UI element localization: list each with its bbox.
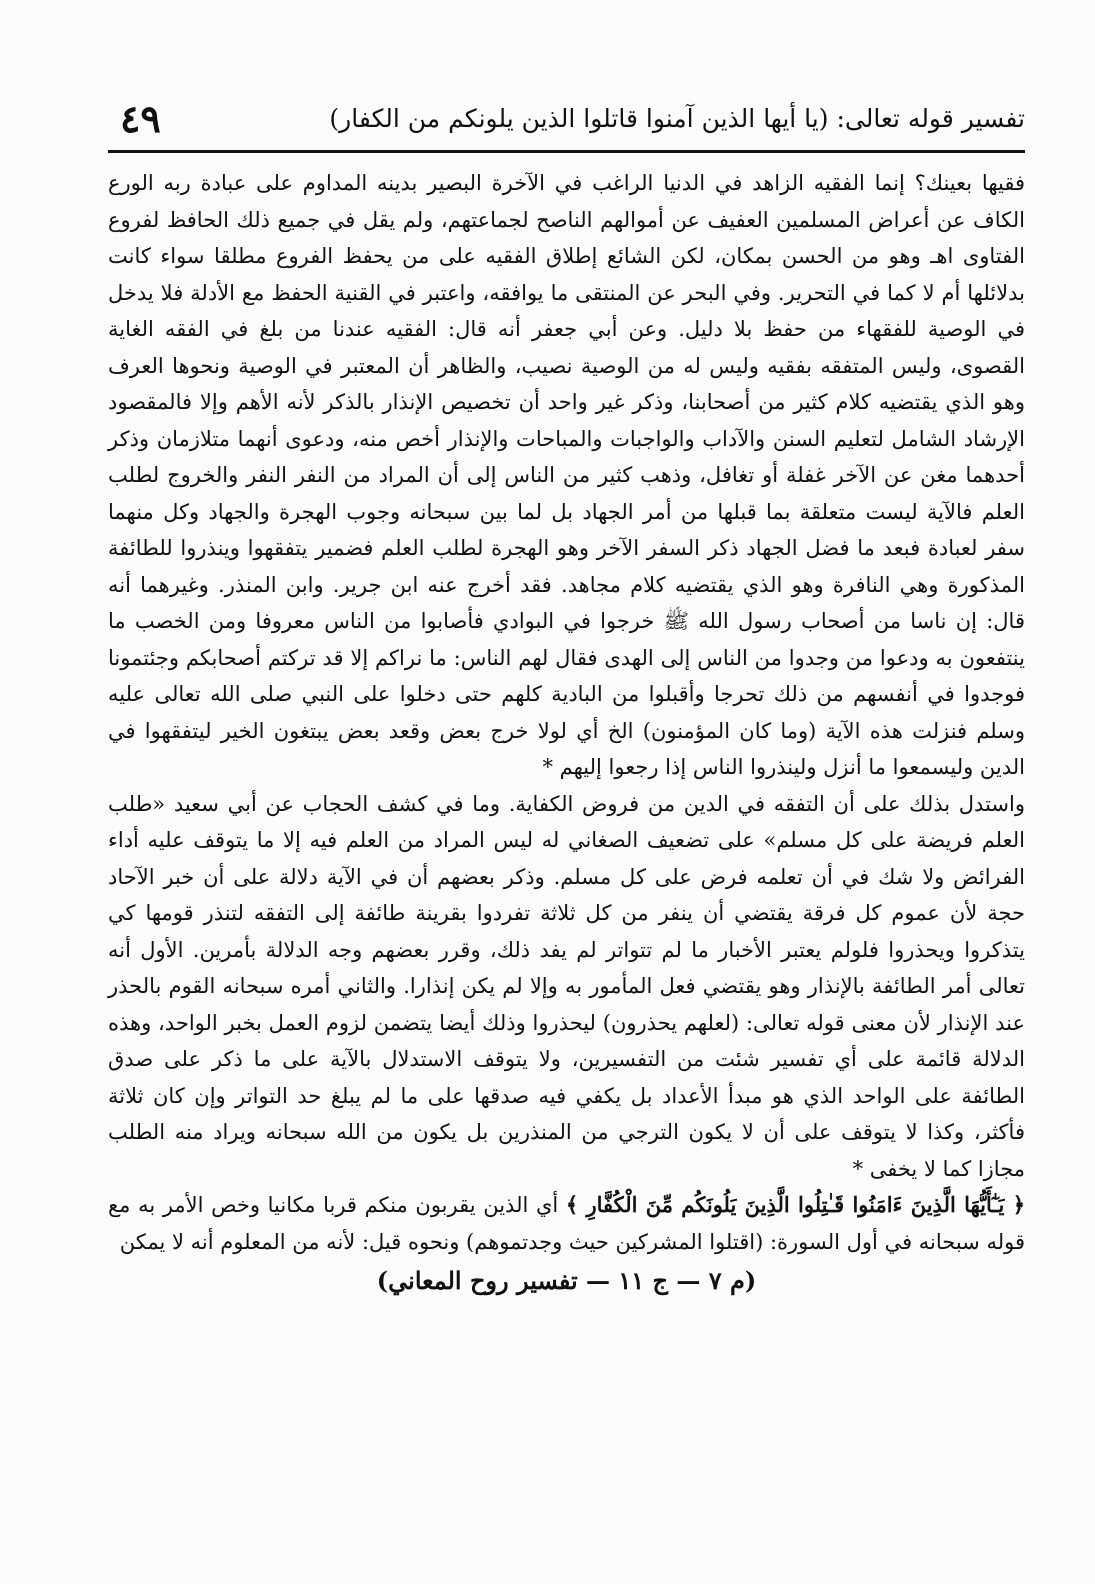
page-number: ٤٩ [120,96,161,141]
body-paragraph-2: واستدل بذلك على أن التفقه في الدين من فروض الكفاية. وما في كشف الحجاب عن أبي سعيد «طلب العلم فريضة على كل مسلم» على تضعيف الصغاني له ليس المراد من العلم فيه إلا ما يتوقف عليه أداء الفرائض ولا شك في أن تعلمه فرض على كل مسلم. وذكر بعضهم أن في الآية دلالة على أن خبر الآحاد حجة لأن عموم كل فرقة يقتضي أن ينفر من كل ثلاثة تفردوا بقرينة طائفة إلى التفقه لتنذر قومها كي يتذكروا ويحذروا فلولم يعتبر الأخبار ما لم تتواتر لم يفد ذلك، وقرر بعضهم وجه الدلالة بأمرين. الأول أنه تعالى أمر الطائفة بالإنذار وهو يقتضي فعل المأمور به وإلا لم يكن إنذارا. والثاني أمره سبحانه القوم بالحذر عند الإنذار لأن معنى قوله تعالى: (لعلهم يحذرون) ليحذروا وذلك أيضا يتضمن لزوم العمل بخبر الواحد، وهذه الدلالة قائمة على أي تفسير شئت من التفسيرين، ولا يتوقف الاستدلال بالآية على ما ذكر على صدق الطائفة على الواحد الذي هو مبدأ الأعداد بل يكفي فيه صدقها على ما لم يبلغ حد التواتر وإن كان ثلاثة فأكثر، وكذا لا يتوقف على أن لا يكون الترجي من المنذرين بل يكون من الله سبحانه ويراد منه الطلب مجازا كما لا يخفى * [108,791,1025,1181]
page-header [108,92,1025,150]
quranic-verse: ﴿ يَـٰٓأَيُّهَا الَّذِينَ ءَامَنُوا قَـٰتِلُوا الَّذِينَ يَلُونَكُم مِّنَ الْكُفَّارِ ﴾ [565,1192,1025,1217]
body-paragraph-1: فقيها بعينك؟ إنما الفقيه الزاهد في الدنيا الراغب في الآخرة البصير بدينه المداوم على عبادة ربه الورع الكاف عن أعراض المسلمين العفيف عن أموالهم الناصح لجماعتهم، ولم يقل في جميع ذلك الحافظ لفروع الفتاوى اهـ وهو من الحسن بمكان، لكن الشائع إطلاق الفقيه على من يحفظ الفروع مطلقا سواء كانت بدلائلها أم لا كما في التحرير. وفي البحر عن المنتقى ما يوافقه، واعتبر في القنية الحفظ مع الأدلة فلا يدخل في الوصية للفقهاء من حفظ بلا دليل. وعن أبي جعفر أنه قال: الفقيه عندنا من بلغ في الفقه الغاية القصوى، وليس المتفقه بفقيه وليس له من الوصية نصيب، والظاهر أن المعتبر في الوصية ونحوها العرف وهو الذي يقتضيه كلام كثير من أصحابنا، وذكر غير واحد أن تخصيص الإنذار بالذكر لأنه الأهم وإلا فالمقصود الإرشاد الشامل لتعليم السنن والآداب والواجبات والمباحات والإنذار أخص منه، ودعوى أنهما متلازمان وذكر أحدهما مغن عن الآخر غفلة أو تغافل، وذهب كثير من الناس إلى أن المراد من النفر النفر والخروج لطلب العلم فالآية ليست متعلقة بما قبلها من أمر الجهاد بل لما بين سبحانه وجوب الهجرة والجهاد وكل منهما سفر لعبادة فبعد ما فضل الجهاد ذكر السفر الآخر وهو الهجرة لطلب العلم فضمير يتفقهوا وينذروا للطائفة المذكورة وهي النافرة وهو الذي يقتضيه كلام مجاهد. فقد أخرج عنه ابن جرير. وابن المنذر. وغيرهما أنه قال: إن ناسا من أصحاب رسول الله ﷺ خرجوا في البوادي فأصابوا من الناس معروفا ومن الخصب ما ينتفعون به ودعوا من وجدوا من الناس إلى الهدى فقال لهم الناس: ما نراكم إلا قد تركتم أصحابكم وجئتمونا فوجدوا في أنفسهم من ذلك تحرجا وأقبلوا من البادية كلهم حتى دخلوا على النبي صلى الله تعالى عليه وسلم فنزلت هذه الآية (وما كان المؤمنون) الخ أي لولا خرج بعض وقعد بعض يبتغون الخير ليتفقهوا في الدين وليسمعوا ما أنزل ولينذروا الناس إذا رجعوا إليهم * [108,171,1025,779]
verse-paragraph [108,1187,1025,1260]
running-title: تفسير قوله تعالى: (يا أيها الذين آمنوا قاتلوا الذين يلونكم من الكفار) [329,104,1025,133]
page-body [108,165,1025,1260]
verse-commentary: أي الذين يقربون منكم قربا مكانيا وخص الأمر به مع قوله سبحانه في أول السورة: (اقتلوا المشركين حيث وجدتموهم) ونحوه قيل: لأنه من المعلوم أنه لا يمكن [108,1193,1025,1254]
header-rule [108,150,1025,153]
printer-signature: (م ٧ — ج ١١ — تفسير روح المعاني) [376,1266,757,1295]
